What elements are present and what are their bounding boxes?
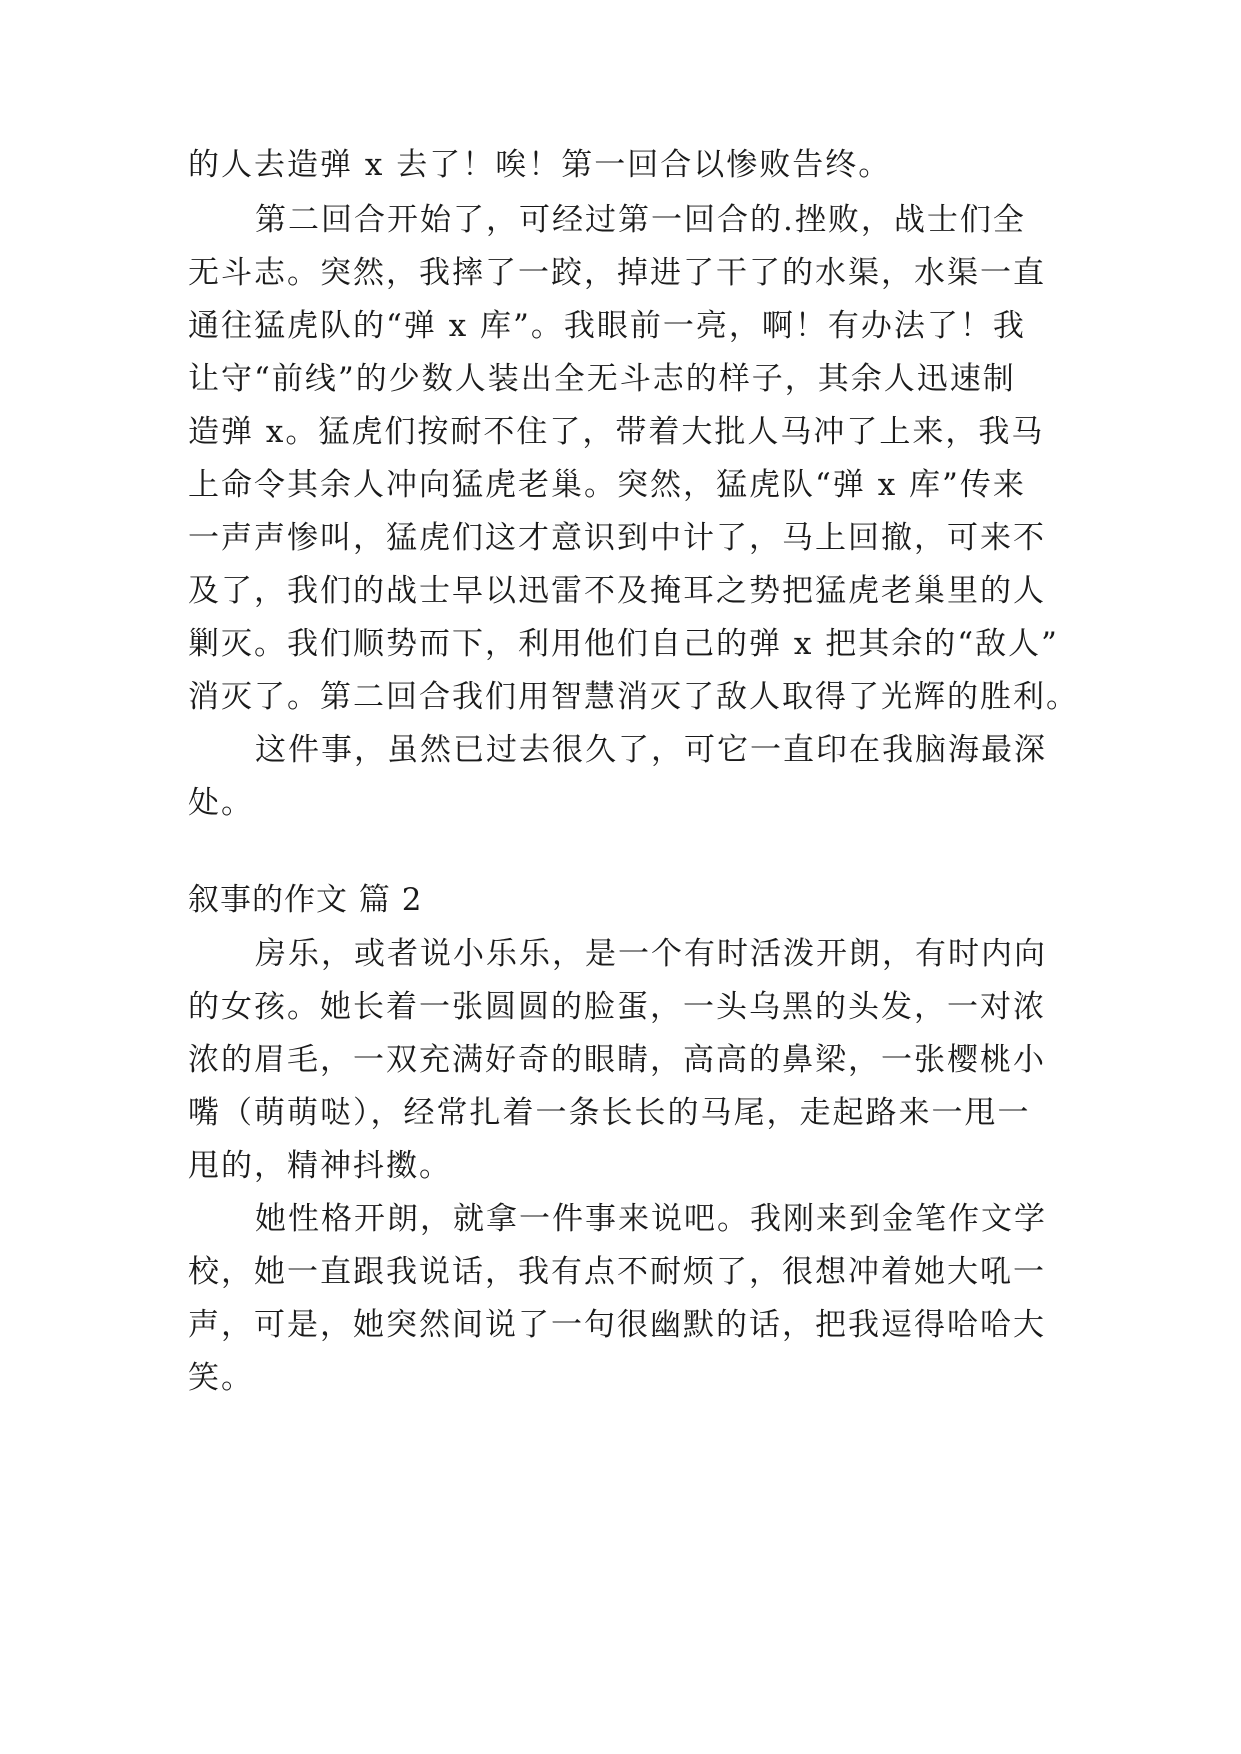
paragraph-line: 的人去造弹 x 去了！唉！第一回合以惨败告终。 [188,147,892,183]
paragraph-line: 上命令其余人冲向猛虎老巢。突然，猛虎队“弹 x 库”传来 [188,467,1026,503]
paragraph-line: 的女孩。她长着一张圆圆的脸蛋，一头乌黑的头发，一对浓 [188,989,1046,1025]
paragraph-line: 通往猛虎队的“弹 x 库”。我眼前一亮，啊！有办法了！我 [188,308,1026,344]
paragraph-line: 她性格开朗，就拿一件事来说吧。我刚来到金笔作文学 [255,1201,1047,1237]
paragraph-line: 声，可是，她突然间说了一句很幽默的话，把我逗得哈哈大 [188,1307,1046,1343]
paragraph-line: 浓的眉毛，一双充满好奇的眼睛，高高的鼻梁，一张樱桃小 [188,1042,1046,1078]
paragraph-line: 笑。 [188,1360,254,1396]
paragraph-line: 嘴（萌萌哒），经常扎着一条长长的马尾，走起路来一甩一 [188,1095,1031,1131]
paragraph-line: 消灭了。第二回合我们用智慧消灭了敌人取得了光辉的胜利。 [188,679,1079,715]
paragraph-line: 甩的，精神抖擞。 [188,1148,452,1184]
paragraph-line: 第二回合开始了，可经过第一回合的.挫败，战士们全 [255,202,1026,238]
paragraph-line: 一声声惨叫，猛虎们这才意识到中计了，马上回撤，可来不 [188,520,1046,556]
paragraph-line: 造弹 x。猛虎们按耐不住了，带着大批人马冲了上来，我马 [188,414,1045,450]
section-heading: 叙事的作文 篇 2 [188,882,423,918]
paragraph-line: 处。 [188,785,254,821]
paragraph-line: 无斗志。突然，我摔了一跤，掉进了干了的水渠，水渠一直 [188,255,1046,291]
paragraph-line: 这件事，虽然已过去很久了，可它一直印在我脑海最深 [255,732,1047,768]
paragraph-line: 校，她一直跟我说话，我有点不耐烦了，很想冲着她大吼一 [188,1254,1046,1290]
paragraph-line: 让守“前线”的少数人装出全无斗志的样子，其余人迅速制 [188,361,1016,397]
paragraph-line: 房乐，或者说小乐乐，是一个有时活泼开朗，有时内向 [255,936,1047,972]
paragraph-line: 剿灭。我们顺势而下，利用他们自己的弹 x 把其余的“敌人” [188,626,1059,662]
paragraph-line: 及了，我们的战士早以迅雷不及掩耳之势把猛虎老巢里的人 [188,573,1046,609]
